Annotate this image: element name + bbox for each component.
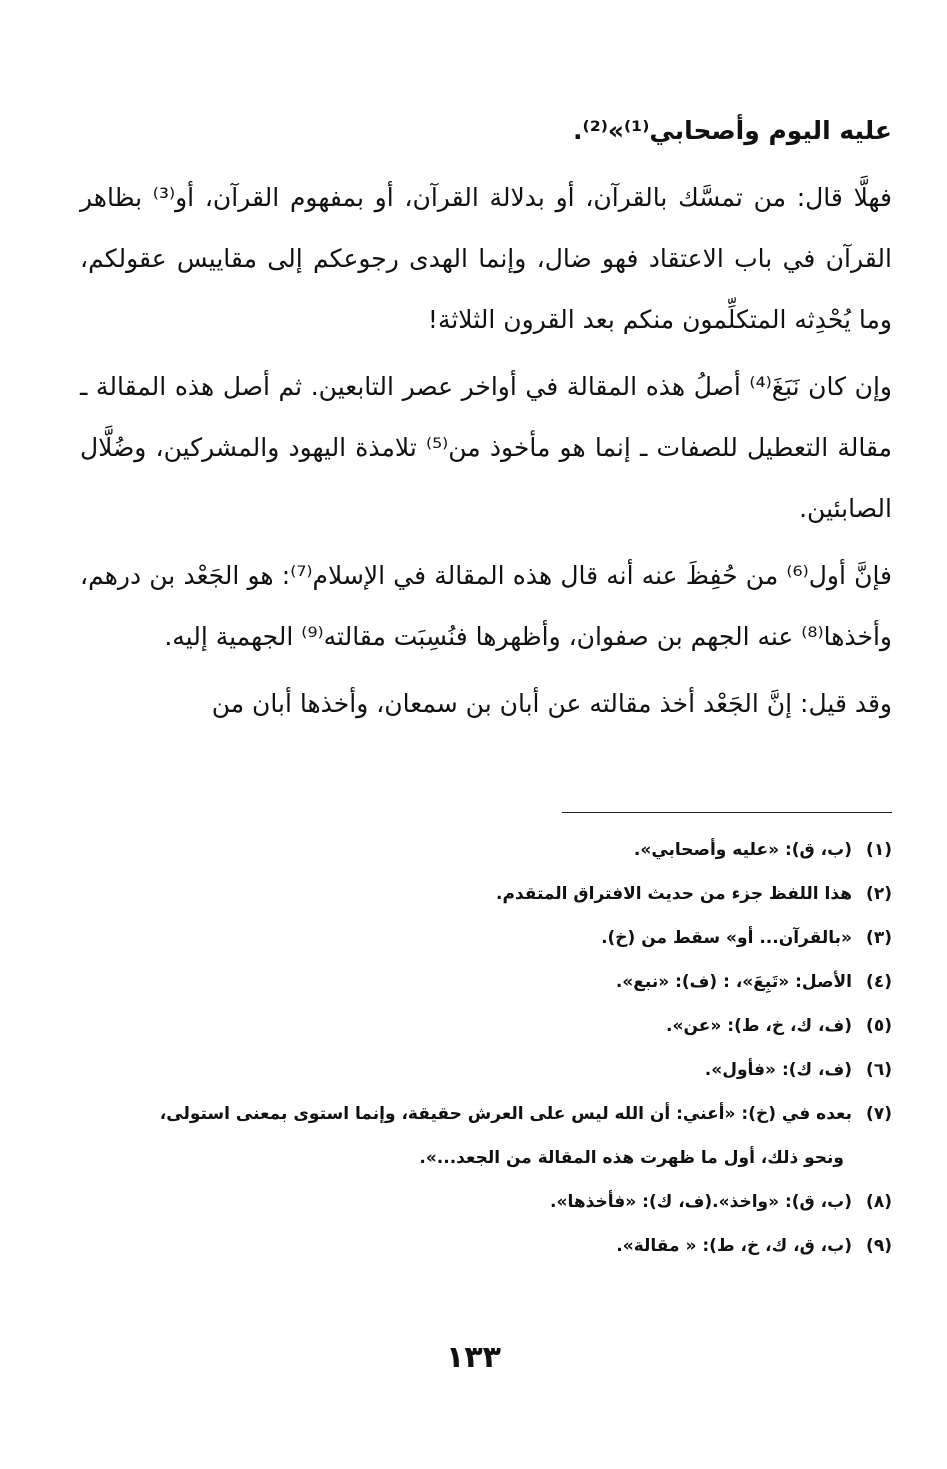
footnote-7-continuation: ونحو ذلك، أول ما ظهرت هذه المقالة من الجعد...». (419, 1148, 844, 1168)
main-text-body (80, 100, 892, 740)
footnote-text: (ب، ق، ك، خ، ط): « مقالة». (616, 1236, 852, 1256)
footnote-2 (80, 872, 892, 916)
footnotes-section (80, 828, 892, 1268)
footnote-number: (٩) (866, 1236, 892, 1256)
footnote-text: (ب، ق): «واخذ».(ف، ك): «فأخذها». (550, 1192, 852, 1212)
footnote-text: الأصل: «تَبِعَ»، : (ف): «نبع». (615, 972, 852, 992)
footnote-number: (٥) (866, 1016, 892, 1036)
footnote-text: (ف، ك): «فأول». (704, 1060, 852, 1080)
footnote-9 (80, 1224, 892, 1268)
footnote-8 (80, 1180, 892, 1224)
footnote-number: (١) (866, 840, 892, 860)
footnote-number: (٦) (866, 1060, 892, 1080)
footnote-6 (80, 1048, 892, 1092)
footnote-text: «بالقرآن... أو» سقط من (خ). (601, 928, 852, 948)
footnote-4 (80, 960, 892, 1004)
footnote-number: (٤) (866, 972, 892, 992)
paragraph-4: فإنَّ أول⁽⁶⁾ من حُفِظَ عنه أنه قال هذه المقالة في الإسلام⁽⁷⁾: هو الجَعْد بن درهم، وأخذها⁽⁸⁾ عنه الجهم بن صفوان، وأظهرها فنُسِبَت مقالته⁽⁹⁾ الجهمية إليه. (80, 561, 893, 651)
footnote-text: بعده في (خ): «أعني: أن الله ليس على العرش حقيقة، وإنما استوى بمعنى استولى، (159, 1104, 852, 1124)
paragraph-3: وإن كان نَبَغَ⁽⁴⁾ أصلُ هذه المقالة في أواخر عصر التابعين. ثم أصل هذه المقالة ـ مقالة التعطيل للصفات ـ إنما هو مأخوذ من⁽⁵⁾ تلامذة اليهود والمشركين، وضُلَّال الصابئين. (80, 372, 892, 523)
footnote-number: (٧) (866, 1104, 892, 1124)
footnote-number: (٢) (866, 884, 892, 904)
page-number: ١٣٣ (446, 1340, 501, 1375)
paragraph-5: وقد قيل: إنَّ الجَعْد أخذ مقالته عن أبان بن سمعان، وأخذها أبان من (211, 689, 892, 718)
paragraph-1: عليه اليوم وأصحابي⁽¹⁾»⁽²⁾. (573, 116, 892, 145)
footnote-1 (80, 828, 892, 872)
footnote-text: هذا اللفظ جزء من حديث الافتراق المتقدم. (495, 884, 852, 904)
footnote-7 (80, 1092, 892, 1136)
footnote-text: (ب، ق): «عليه وأصحابي». (633, 840, 852, 860)
footnote-number: (٨) (866, 1192, 892, 1212)
footnote-number: (٣) (866, 928, 892, 948)
footnote-divider (562, 812, 892, 813)
footnote-5 (80, 1004, 892, 1048)
footnote-text: (ف، ك، خ، ط): «عن». (666, 1016, 852, 1036)
footnote-3 (80, 916, 892, 960)
paragraph-2: فهلَّا قال: من تمسَّك بالقرآن، أو بدلالة القرآن، أو بمفهوم القرآن، أو⁽³⁾ بظاهر القرآن في باب الاعتقاد فهو ضال، وإنما الهدى رجوعكم إلى مقاييس عقولكم، وما يُحْدِثه المتكلِّمون منكم بعد القرون الثلاثة! (80, 183, 892, 334)
